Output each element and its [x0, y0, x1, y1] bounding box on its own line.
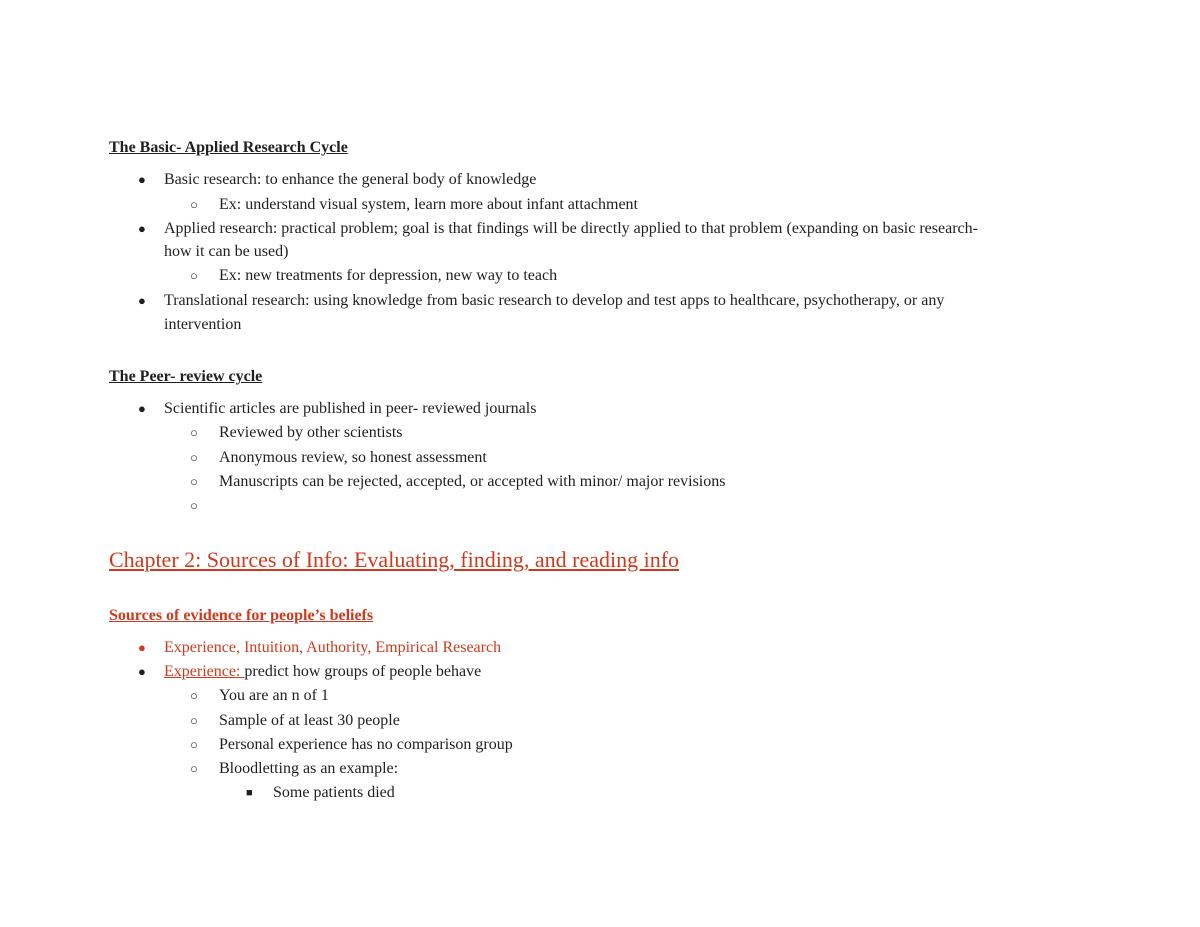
list-item-applied-research: Applied research: practical problem; goal is that findings will be directly applied to that problem (expanding on basic research-: [164, 220, 978, 237]
bullet-circle: ○: [190, 268, 198, 283]
list-subitem: Anonymous review, so honest assessment: [219, 449, 487, 466]
bullet-circle: ○: [190, 737, 198, 752]
list-item-translational-research-cont: intervention: [164, 316, 242, 333]
list-item-experience: [164, 662, 481, 682]
bullet-circle: ○: [190, 713, 198, 728]
list-item-scientific-articles: Scientific articles are published in peer- reviewed journals: [164, 400, 537, 417]
bullet-circle: ○: [190, 450, 198, 465]
list-subsubitem: Some patients died: [273, 784, 395, 801]
section-heading-sources-of-evidence: Sources of evidence for people’s beliefs: [109, 607, 374, 624]
bullet-square: ■: [246, 787, 253, 799]
bullet-circle: ○: [190, 197, 198, 212]
list-subitem-basic-example: Ex: understand visual system, learn more about infant attachment: [219, 196, 638, 213]
list-subitem: You are an n of 1: [219, 687, 329, 704]
list-subitem-applied-example: Ex: new treatments for depression, new way to teach: [219, 267, 558, 284]
list-subitem: Bloodletting as an example:: [219, 760, 399, 777]
bullet-disc: ●: [138, 401, 146, 416]
bullet-disc: ●: [138, 172, 146, 187]
chapter-title: Chapter 2: Sources of Info: Evaluating, finding, and reading info: [109, 547, 680, 572]
section-heading-basic-applied: The Basic- Applied Research Cycle: [109, 139, 348, 156]
bullet-circle: ○: [190, 425, 198, 440]
experience-link[interactable]: Experience:: [164, 663, 245, 680]
list-item-translational-research: Translational research: using knowledge from basic research to develop and test apps to healthcare, psychotherapy, or any: [164, 292, 945, 309]
list-item-applied-research-cont: how it can be used): [164, 243, 289, 260]
section-heading-peer-review: The Peer- review cycle: [109, 368, 263, 385]
bullet-disc: ●: [138, 640, 146, 655]
bullet-circle: ○: [190, 474, 198, 489]
bullet-circle: ○: [190, 498, 198, 513]
list-item-evidence-types: Experience, Intuition, Authority, Empirical Research: [164, 639, 502, 656]
bullet-circle: ○: [190, 688, 198, 703]
bullet-disc: ●: [138, 664, 146, 679]
list-item-basic-research: Basic research: to enhance the general body of knowledge: [164, 171, 537, 188]
bullet-circle: ○: [190, 761, 198, 776]
list-subitem: Manuscripts can be rejected, accepted, or accepted with minor/ major revisions: [219, 473, 726, 490]
bullet-disc: ●: [138, 221, 146, 236]
list-subitem: Sample of at least 30 people: [219, 712, 400, 729]
experience-description: predict how groups of people behave: [244, 663, 482, 680]
list-subitem: Personal experience has no comparison group: [219, 736, 513, 753]
list-subitem: Reviewed by other scientists: [219, 424, 403, 441]
bullet-disc: ●: [138, 293, 146, 308]
